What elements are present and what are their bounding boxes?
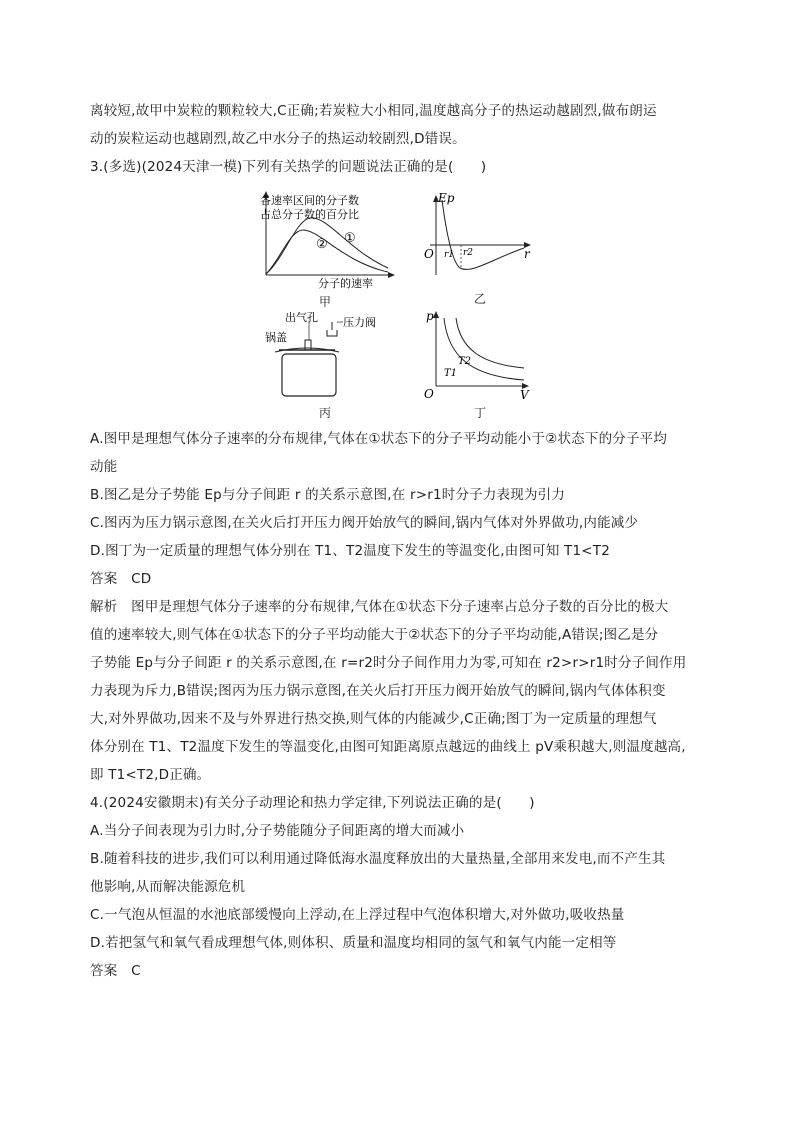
jia-ylabel-2: 占总分子数的百分比 — [260, 208, 359, 221]
figure-yi-potential-energy — [420, 190, 535, 280]
yi-r2-label: r2 — [463, 248, 474, 258]
option-4a: A.当分子间表现为引力时,分子势能随分子间距离的增大而减小 — [90, 823, 465, 839]
jia-ylabel-1: 各速率区间的分子数 — [260, 194, 359, 207]
bing-vent-label: 出气孔 — [285, 312, 318, 324]
answer-3: 答案 CD — [90, 571, 152, 587]
answer-4: 答案 C — [90, 963, 141, 979]
analysis-3-line-5: 大,对外界做功,因来不及与外界进行热交换,则气体的内能减少,C正确;图丁为一定质量的理想气 — [90, 711, 657, 727]
option-4b-line-1: B.随着科技的进步,我们可以利用通过降低海水温度释放出的大量热量,全部用来发电,而不产生其 — [90, 851, 666, 867]
analysis-3-line-4: 力表现为斥力,B错误;图丙为压力锅示意图,在关火后打开压力阀开始放气的瞬间,锅内气体体积变 — [90, 683, 666, 699]
bing-valve-label: 压力阀 — [343, 316, 376, 329]
ding-t2-label: T2 — [458, 356, 472, 367]
analysis-3-line-7: 即 T1<T2,D正确。 — [90, 767, 211, 783]
yi-ylabel: Ep — [438, 191, 455, 205]
figure-bing-pressure-cooker — [265, 312, 395, 402]
question-4-stem: 4.(2024安徽期末)有关分子动理论和热力学定律,下列说法正确的是( ) — [90, 795, 535, 811]
option-4b-line-2: 他影响,从而解决能源危机 — [90, 879, 246, 895]
option-4c: C.一气泡从恒温的水池底部缓慢向上浮动,在上浮过程中气泡体积增大,对外做功,吸收热量 — [90, 907, 625, 923]
caption-jia: 甲 — [318, 295, 331, 309]
text-line-1: 离较短,故甲中炭粒的颗粒较大,C正确;若炭粒大小相同,温度越高分子的热运动越剧烈,做布朗运 — [90, 103, 657, 119]
yi-xlabel: r — [524, 247, 530, 261]
option-3a-line-2: 动能 — [90, 459, 118, 475]
figure-jia-speed-distribution — [258, 190, 398, 290]
jia-curve-2-label: ② — [316, 237, 328, 252]
option-4d: D.若把氢气和氧气看成理想气体,则体积、质量和温度均相同的氢气和氧气内能一定相等 — [90, 935, 617, 951]
analysis-3-line-1: 解析 图甲是理想气体分子速率的分布规律,气体在①状态下分子速率占总分子数的百分比的极大 — [90, 599, 669, 615]
ding-origin: O — [424, 387, 434, 400]
analysis-3-line-6: 体分别在 T1、T2温度下发生的等温变化,由图可知距离原点越远的曲线上 pV乘积越大,则温度越高, — [90, 739, 686, 755]
jia-xlabel: 分子的速率 — [318, 277, 373, 290]
figure-ding-isotherms — [420, 308, 535, 400]
analysis-3-line-3: 子势能 Ep与分子间距 r 的关系示意图,在 r=r2时分子间作用力为零,可知在 r2>r>r1时分子间作用 — [90, 655, 687, 671]
option-3c: C.图丙为压力锅示意图,在关火后打开压力阀开始放气的瞬间,锅内气体对外界做功,内能减少 — [90, 515, 639, 531]
analysis-3-line-2: 值的速率较大,则气体在①状态下的分子平均动能大于②状态下的分子平均动能,A错误;图乙是分 — [90, 627, 659, 643]
caption-bing: 丙 — [318, 406, 331, 420]
caption-ding: 丁 — [473, 406, 486, 420]
option-3d: D.图丁为一定质量的理想气体分别在 T1、T2温度下发生的等温变化,由图可知 T1<T2 — [90, 543, 611, 559]
caption-yi: 乙 — [473, 292, 486, 306]
bing-lid-label: 锅盖 — [265, 331, 287, 344]
option-3b: B.图乙是分子势能 Ep与分子间距 r 的关系示意图,在 r>r1时分子力表现为引力 — [90, 487, 566, 503]
option-3a-line-1: A.图甲是理想气体分子速率的分布规律,气体在①状态下的分子平均动能小于②状态下的分子平均 — [90, 431, 668, 447]
ding-xlabel: V — [520, 388, 529, 400]
text-line-2: 动的炭粒运动也越剧烈,故乙中水分子的热运动较剧烈,D错误。 — [90, 131, 466, 147]
jia-curve-1-label: ① — [344, 231, 356, 246]
question-3-stem: 3.(多选)(2024天津一模)下列有关热学的问题说法正确的是( ) — [90, 159, 487, 175]
yi-origin: O — [424, 247, 434, 261]
ding-t1-label: T1 — [444, 368, 458, 379]
yi-r1-label: r1 — [444, 250, 455, 260]
ding-ylabel: p — [426, 309, 434, 323]
